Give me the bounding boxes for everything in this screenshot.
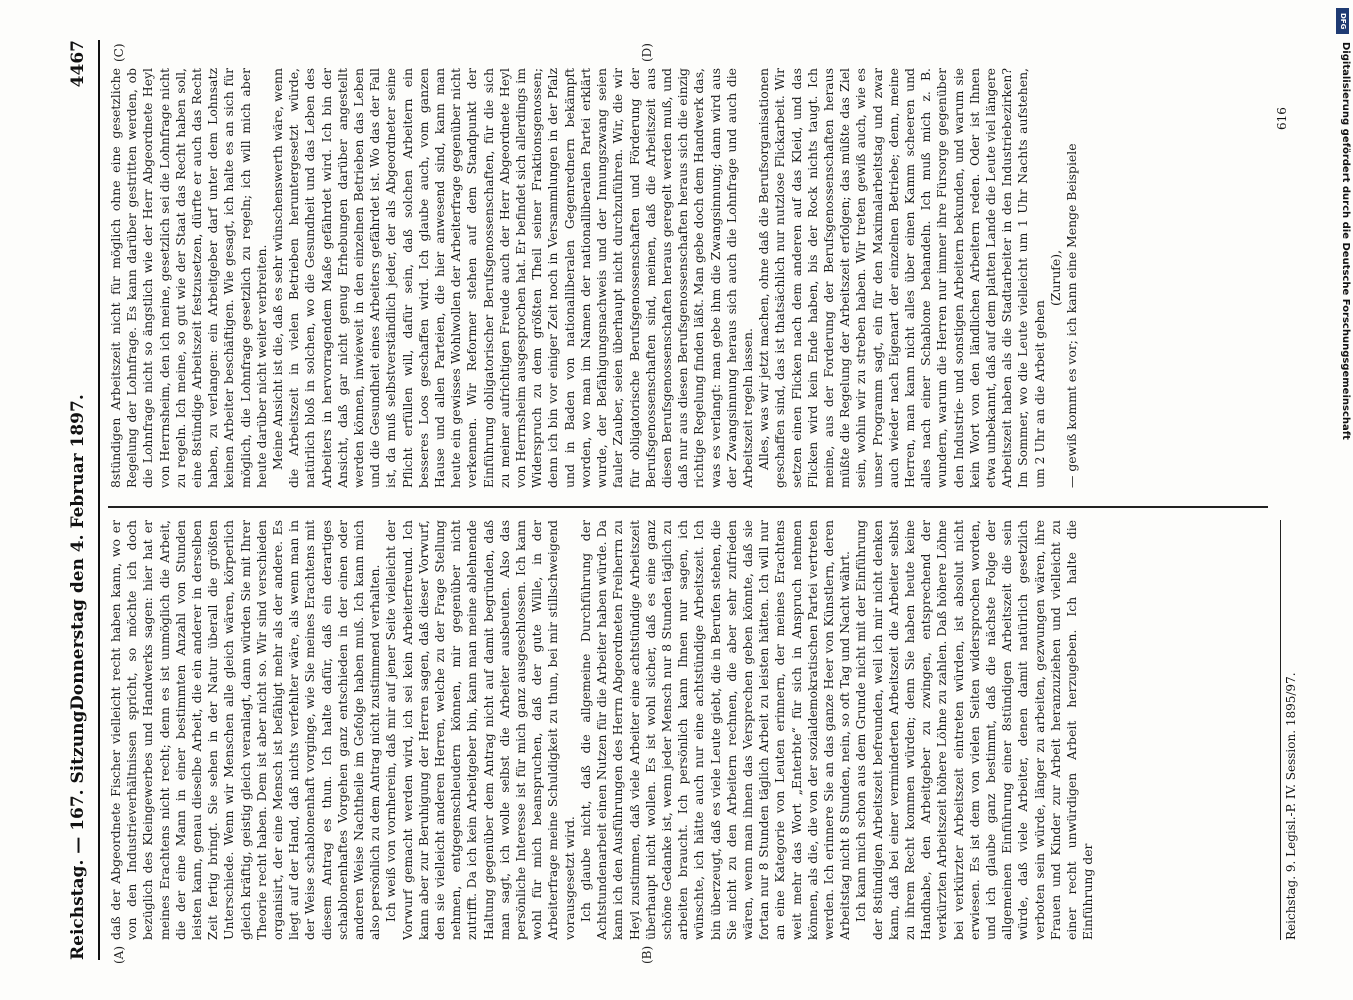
digitization-credit — [1335, 8, 1351, 998]
paragraph: Alles, was wir jetzt machen, ohne daß die Berufsorganisationen geschaffen sind, das ist thatsächlich nur nutzlose Flickarbeit. Wir setzen einen Flicken nach dem anderen auf das Kleid, und das Flicken wird kein Ende haben, bis der Rock nichts taugt. Ich meine, aus der Forderung der Berufsgenossenschaften heraus müßte die Regelung der Arbeitszeit erfolgen; das müßte das Ziel sein, wohin wir zu streben haben. Wir treten gewiß auch, wie es unser Programm sagt, ein für den Maximalarbeitstag und zwar auch wieder nach Eigenart der einzelnen Betriebe; denn, meine Herren, man kann nicht alles über einen Kamm scheeren und alles nach einer Schablone behandeln. Ich muß mich z. B. wundern, warum die Herren nur immer ihre Fürsorge gegenüber den Industrie- und sonstigen Arbeitern bekunden, und warum sie kein Wort von den ländlichen Arbeitern reden. Oder ist Ihnen etwa unbekannt, daß auf dem platten Lande die Leute viel längere Arbeitszeit haben als die Stadtarbeiter in den Industriebezirken? Im Sommer, wo die Leute vielleicht um 1 Uhr Nachts aufstehen, um 2 Uhr an die Arbeit gehen — [756, 68, 1047, 488]
paragraph: 8stündigen Arbeitszeit nicht für möglich ohne eine gesetzliche Regelung der Lohnfrage. Es kann darüber gestritten werden, ob die Lohnfrage nicht so ängstlich wie der Herr Abgeordnete Heyl von Herrnsheim, den ich meine, gesetzlich sei die Lohnfrage nicht zu regeln. Ich meine, so gut wie der Staat das Recht haben soll, eine 8stündige Arbeitszeit festzusetzen, dürfte er auch das Recht haben, zu verlangen: ein Arbeitgeber darf unter dem Lohnsatz keinen Arbeiter beschäftigen. Wie gesagt, ich halte es an sich für möglich, die Lohnfrage gesetzlich zu regeln; ich will mich aber heute darüber nicht weiter verbreiten. — [108, 68, 269, 488]
right-column — [108, 68, 1268, 488]
header-date: Donnerstag den 4. Februar 1897. — [68, 394, 88, 710]
page-header — [60, 40, 100, 960]
paragraph: — gewiß kommt es vor; ich kann eine Menge Beispiele — [1063, 143, 1079, 488]
interjection: (Zurufe), — [1047, 249, 1063, 307]
margin-letter-c: (C) — [112, 43, 126, 62]
margin-letter-a: (A) — [112, 945, 126, 964]
paragraph: Meine Ansicht ist die, daß es sehr wünschenswerth wäre, wenn die Arbeitszeit in vielen Betrieben heruntergesetzt würde, natürlich bloß in solchen, wo die Gesundheit und das Leben des Arbeiters in hervorragendem Maße gefährdet wird. Ich bin der Ansicht, daß gar nicht genug Erhebungen darüber angestellt werden können, inwieweit in den einzelnen Betrieben das Leben und die Gesundheit eines Arbeiters gefährdet ist. Wo das der Fall ist, da muß selbstverständlich jeder, der als Abgeordneter seine Pflicht erfüllen will, dafür sein, daß solchen Arbeitern ein besseres Loos geschaffen wird. Ich glaube auch, vom ganzen Hause und allen Parteien, die hier anwesend sind, kann man heute ein gewisses Wohlwollen der Arbeiterfrage gegenüber nicht verkennen. Wir Reformer stehen auf dem Standpunkt der Einführung obligatorischer Berufsgenossenschaften, für die sich zu meiner aufrichtigen Freude auch der Herr Abgeordnete Heyl von Herrnsheim ausgesprochen hat. Er befindet sich allerdings im Widerspruch zu dem größten Theil seiner Fraktionsgenossen; denn ich bin vor einiger Zeit noch in Versammlungen in der Pfalz und in Baden von nationalliberalen Gegenrednern bekämpft worden, wo man im Namen der nationalliberalen Partei erklärt wurde, der Befähigungsnachweis und der Innungszwang seien fauler Zauber, seien überhaupt nicht durchzuführen. Wir, die wir für obligatorische Berufsgenossenschaften und Förderung der Berufsgenossenschaften sind, meinen, daß die Arbeitszeit aus diesen Berufsgenossenschaften heraus geregelt werden muß, und daß nur aus diesen Berufsgenossenschaften heraus sich die einzig richtige Regelung finden läßt. Man gebe doch dem Handwerk das, was es verlangt: man gebe ihm die Zwangsinnung; dann wird aus der Zwangsinnung heraus sich auch die Lohnfrage und auch die Arbeitszeit regeln lassen. — [270, 68, 755, 488]
paragraph: Ich weiß von vornherein, daß mir auf jener Seite vielleicht der Vorwurf gemacht werden wird, ich sei kein Arbeiterfreund. Ich kann aber zur Beruhigung der Herren sagen, daß dieser Vorwurf, den sie vielleicht anderen Herren, welche zu der Frage Stellung nehmen, entgegenschleudern können, mir gegenüber nicht zutrifft. Da ich kein Arbeitgeber bin, kann man meine ablehnende Haltung gegenüber dem Antrag nicht auf damit begründen, daß man sagt, ich wolle selbst die Arbeiter ausbeuten. Also das persönliche Interesse ist für mich ganz ausgeschlossen. Ich kann wohl für mich beanspruchen, daß der gute Wille, in der Arbeiterfrage meine Schuldigkeit zu thun, bei mir stillschweigend vorausgesetzt wird. — [383, 520, 577, 940]
paragraph: Ich glaube nicht, daß die allgemeine Durchführung der Achtstundenarbeit einen Nutzen für die Arbeiter haben würde. Da kann ich den Ausführungen des Herrn Abgeordneten Freiherrn zu Heyl zustimmen, daß viele Arbeiter eine achtstündige Arbeitszeit überhaupt nicht wollen. Es ist wohl sicher, daß es eine ganz schöne Gedanke ist, wenn jeder Mensch nur 8 Stunden täglich zu arbeiten braucht. Ich persönlich kann Ihnen nur sagen, ich wünschte, ich hätte auch nur eine achtstündige Arbeitszeit. Ich bin überzeugt, daß es viele Leute giebt, die in Berufen stehen, die Sie nicht zu den Arbeitern rechnen, die aber sehr zufrieden wären, wenn man ihnen das Versprechen geben könnte, daß sie fortan nur 8 Stunden täglich Arbeit zu leisten hätten. Ich will nur an eine Kategorie von Leuten erinnern, der meines Erachtens weit mehr das Wort „Enterbte“ für sich in Anspruch nehmen können, als die, die von der sozialdemokratischen Partei vertreten werden. Ich erinnere Sie an das ganze Heer von Künstlern, deren Arbeitstag nicht 8 Stunden, nein, so oft Tag und Nacht währt. — [577, 520, 853, 940]
header-left: Reichstag. — 167. Sitzung. — [68, 704, 88, 960]
dfg-logo: DFG — [1336, 8, 1349, 34]
page-mark: 616 — [1275, 107, 1289, 130]
paragraph: daß der Abgeordnete Fischer vielleicht recht haben kann, wo er von den Industrieverhältnissen spricht, so möchte ich doch bezüglich des Kleingewerbes und Handwerks sagen: hier hat er meines Erachtens nicht recht; denn es ist unmöglich die Arbeit, die der eine Mann in einer bestimmten Anzahl von Stunden leisten kann, genau dieselbe Arbeit, die ein anderer in derselben Zeit fertig bringt. Sie sehen in der Natur überall die größten Unterschiede. Wenn wir Menschen alle gleich wären, körperlich gleich kräftig, geistig gleich veranlagt, dann würden Sie mit Ihrer Theorie recht haben. Dem ist aber nicht so. Wir sind verschieden organisirt, der eine Mensch ist befähigt mehr als der andere. Es liegt auf der Hand, daß nichts verfehlter wäre, als wenn man in der Weise schablonenhaft vorginge, wie Sie meines Erachtens mit diesem Antrag es thun. Ich halte dafür, daß ein derartiges schablonenhaftes Vorgehen ganz entschieden in der einen oder anderen Weise Nachtheile im Gefolge haben muß. Ich kann mich also persönlich zu dem Antrag nicht zustimmend verhalten. — [108, 520, 383, 940]
page-footer: Reichstag. 9. Legisl.-P. IV. Session. 1895/97. — [1280, 520, 1298, 940]
left-column — [108, 520, 1268, 940]
margin-letter-d: (D) — [640, 43, 654, 62]
header-rule — [98, 40, 100, 960]
paragraph: Ich kann mich schon aus dem Grunde nicht mit der Einführung der 8stündigen Arbeitszeit befreunden, weil ich mir nicht denken kann, daß bei einer verminderten Arbeitszeit die Arbeiter selbst zu ihrem Recht kommen würden; denn Sie haben heute keine Handhabe, den Arbeitgeber zu zwingen, entsprechend der verkürzten Arbeitszeit höhere Löhne zu zahlen. Daß höhere Löhne bei verkürzter Arbeitszeit eintreten würden, ist absolut nicht erwiesen. Es ist dem von vielen Seiten widersprochen worden, und ich glaube ganz bestimmt, daß die nächste Folge der allgemeinen Einführung einer 8stündigen Arbeitszeit die sein würde, daß viele Arbeiter, denen damit natürlich gesetzlich verboten sein würde, länger zu arbeiten, gezwungen wären, ihre Frauen und Kinder zur Arbeit heranzuziehen und vielleicht zu einer recht unwürdigen Arbeit herzugeben. Ich halte die Einführung der — [853, 520, 1096, 940]
margin-letter-b: (B) — [640, 945, 654, 964]
column-divider — [108, 507, 1268, 509]
page-number: 4467 — [68, 40, 88, 88]
credit-text: Digitalisierung gefördert durch die Deutsche Forschungsgemeinschaft — [1340, 42, 1351, 440]
